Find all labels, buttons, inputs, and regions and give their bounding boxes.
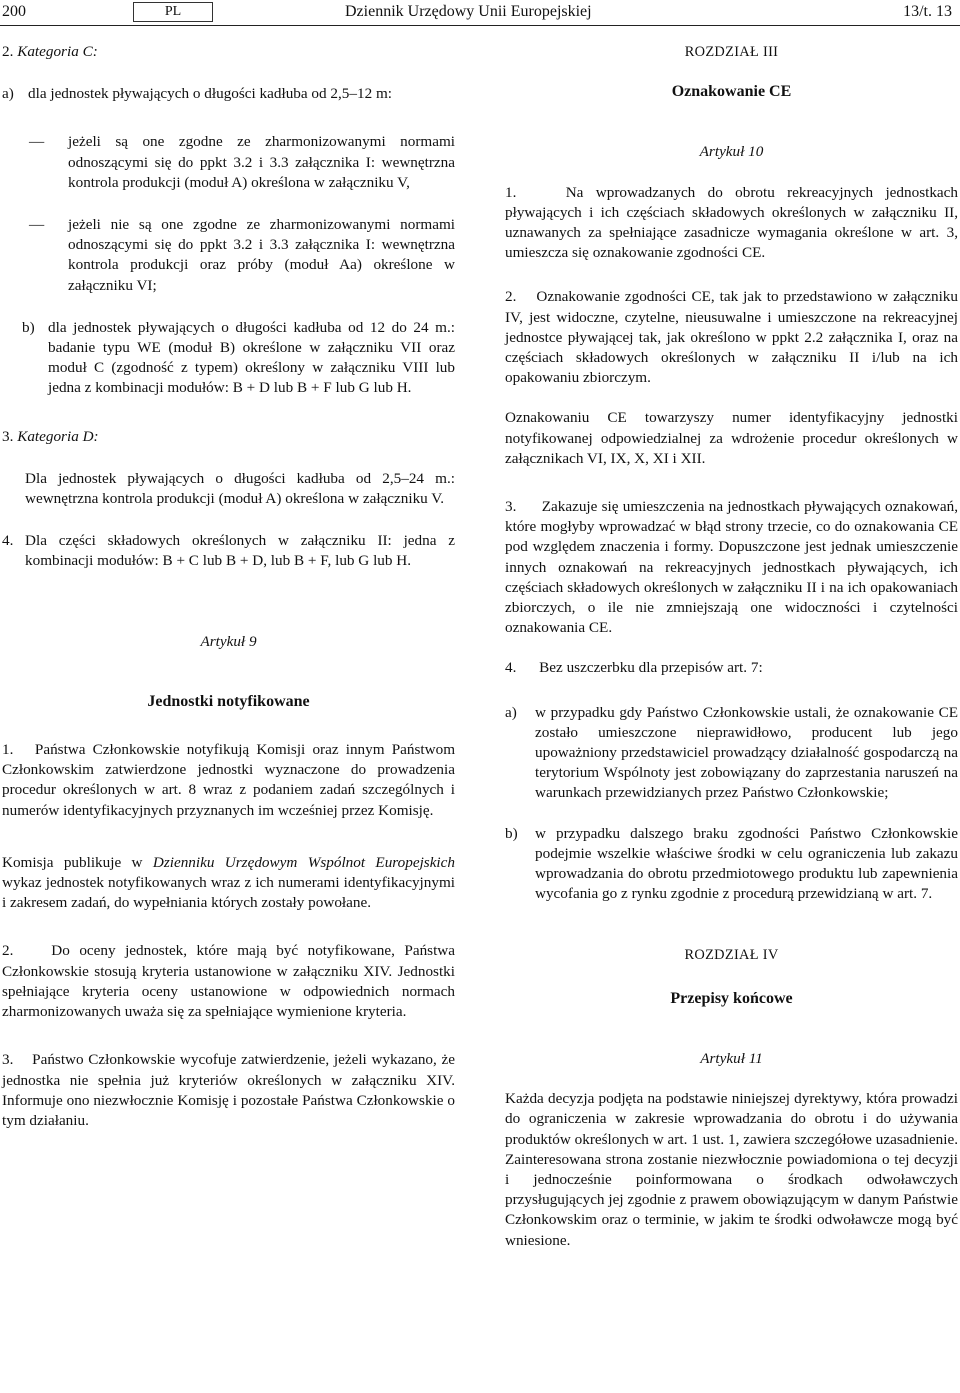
category-d-text: Dla jednostek pływających o długości kadłuba od 2,5–24 m.: wewnętrzna kontrola produkcji (moduł A) określona w załączniku V. — [25, 469, 455, 508]
article-9-title: Jednostki notyfikowane — [147, 692, 310, 710]
right-column — [505, 42, 958, 1251]
article-10-item-a: a) w przypadku gdy Państwo Członkowskie ustali, że oznakowanie CE zostało umieszczone nieprawidłowo, producent lub jego upoważniony przedstawiciel prowadzący działalność gospodarczą na terytorium Wspólnoty jest zobowiązany do zaprzestania naruszeń na warunkach przewidzianych przez Państwo Członkowskie; — [505, 703, 958, 802]
running-header — [0, 0, 960, 26]
category-c-heading: 2. Kategoria C: — [2, 43, 98, 60]
category-d-heading: 3. Kategoria D: — [2, 427, 99, 445]
article-11-text: Każda decyzja podjęta na podstawie niniejszej dyrektywy, która prowadzi do ograniczenia w zakresie wprowadzania do obrotu i do używania produktów określonych w art. 1 ust. 1, zawiera szczegółowe uzasadnienie. Zainteresowana strona zostanie niezwłocznie powiadomiona o tej decyzji i jednocześnie poinformowana o środkach odwoławczych przysługujących jej zgodnie z prawem obowiązującym w danym Państwie Członkowskim oraz o terminie, w jakim te środki odwoławcze mogą być wniesione. — [505, 1090, 958, 1249]
page-number: 200 — [2, 3, 26, 20]
article-9-para-1b: Komisja publikuje w Dzienniku Urzędowym Wspólnot Europejskich wykaz jednostek notyfikowanych wraz z ich numerami identyfikacyjnymi i zakresem zadań, do wypełniania których zostały powołane. — [2, 853, 455, 912]
article-10-para-2b: Oznakowaniu CE towarzyszy numer identyfikacyjny jednostki notyfikowanej odpowiedzialnej za wdrożenie procedur określonych w załącznikach VI, IX, X, XI i XII. — [505, 409, 958, 467]
chapter-4-heading: ROZDZIAŁ IV — [684, 946, 779, 963]
point-4: 4. Dla części składowych określonych w załączniku II: jedna z kombinacji modułów: B + C lub B + D, lub B + F, lub G lub H. — [2, 532, 455, 570]
article-10-item-b: b) w przypadku dalszego braku zgodności Państwo Członkowskie podejmie wszelkie właściwe środki w celu ograniczenia lub zakazu wprowadzania do obrotu przedmiotowego produktu lub zapewnienia wycofania go z rynku zgodnie z procedurą przewidzianą w art. 7. — [505, 824, 958, 903]
article-9-para-3: 3. Państwo Członkowskie wycofuje zatwierdzenie, jeżeli wykazano, że jednostka nie spełnia już kryteriów określonych w załączniku XIV. Informuje ono niezwłocznie Komisję i pozostałe Państwa Członkowskie o tym działaniu. — [2, 1051, 455, 1129]
article-10-heading: Artykuł 10 — [699, 143, 764, 161]
left-column — [2, 42, 455, 1131]
item-b: b) dla jednostek pływających o długości kadłuba od 12 do 24 m.: badanie typu WE (moduł B) określone w załączniku VII oraz moduł C (zgodność z typem) określony w załączniku VIII lub jedna z kombinacji modułów: B + D lub B + F lub G lub H. — [22, 318, 455, 397]
article-10-para-2: 2. Oznakowanie zgodności CE, tak jak to przedstawiono w załączniku IV, jest widoczne, czytelne, nieusuwalne i umieszczone na rekreacyjnej jednostce pływającej tak, jak określono w ppkt 2.2 załącznika I, oraz na częściach składowych określonych w załączniku II i/lub na ich opakowaniu zbiorczym. — [505, 288, 958, 387]
dash-item-2: — jeżeli nie są one zgodne ze zharmonizowanymi normami odnoszącymi się do ppkt 3.2 i 3.3 załącznika I: wewnętrzna kontrola produkcji oraz próby (moduł Aa) określone w załączniku VI; — [29, 216, 455, 294]
journal-title: Dziennik Urzędowy Unii Europejskiej — [345, 3, 592, 20]
item-a: a) dla jednostek pływających o długości kadłuba od 2,5–12 m: — [2, 85, 393, 103]
article-11-heading: Artykuł 11 — [700, 1049, 763, 1067]
chapter-3-title: Oznakowanie CE — [671, 83, 792, 101]
article-9-para-2: 2. Do oceny jednostek, które mają być notyfikowane, Państwa Członkowskie stosują kryteria ustanowione w załączniku XIV. Jednostki spełniające kryteria oceny ustanowione w odpowiednich normach zharmonizowanych uważa się za spełniające wymienione kryteria. — [2, 942, 456, 1021]
issue-reference: 13/t. 13 — [903, 3, 952, 20]
dash-item-1: — jeżeli są one zgodne ze zharmonizowanymi normami odnoszącymi się do ppkt 3.2 i 3.3 załącznika I: wewnętrzna kontrola produkcji (moduł A) określona w załączniku V, — [29, 133, 455, 191]
article-9-para-1: 1. Państwa Członkowskie notyfikują Komisji oraz innym Państwom Członkowskim zatwierdzone jednostki wyznaczone do prowadzenia procedur określonych w art. 8 wraz z podaniem zadań szczególnych i numerów identyfikacyjnych przyznanych im wcześniej przez Komisję. — [2, 741, 456, 819]
article-10-para-3: 3. Zakazuje się umieszczenia na jednostkach pływających oznakowań, które mogłyby wprowadzać w błąd strony trzecie, co do oznakowania CE pod względem znaczenia i formy. Dopuszczone jest jednak umieszczenie innych oznakowań na rekreacyjnych jednostkach pływających, ich częściach składowych określonych w załączniku II i na ich opakowaniach zbiorczych, o ile nie zmniejszają one widoczności i czytelności oznakowania CE. — [505, 498, 958, 637]
chapter-3-heading: ROZDZIAŁ III — [684, 44, 779, 60]
article-9-heading: Artykuł 9 — [200, 632, 257, 650]
header-rule — [0, 25, 960, 26]
chapter-4-title: Przepisy końcowe — [670, 989, 793, 1007]
article-10-para-1: 1. Na wprowadzanych do obrotu rekreacyjnych jednostkach pływających i ich częściach składowych określonych w załączniku II, uznawanych za spełniające zasadnicze wymagania określone w art. 3, umieszcza się oznakowanie zgodności CE. — [505, 183, 958, 262]
article-10-para-4: 4. Bez uszczerbku dla przepisów art. 7: — [505, 659, 763, 677]
language-code-box: PL — [133, 2, 213, 22]
